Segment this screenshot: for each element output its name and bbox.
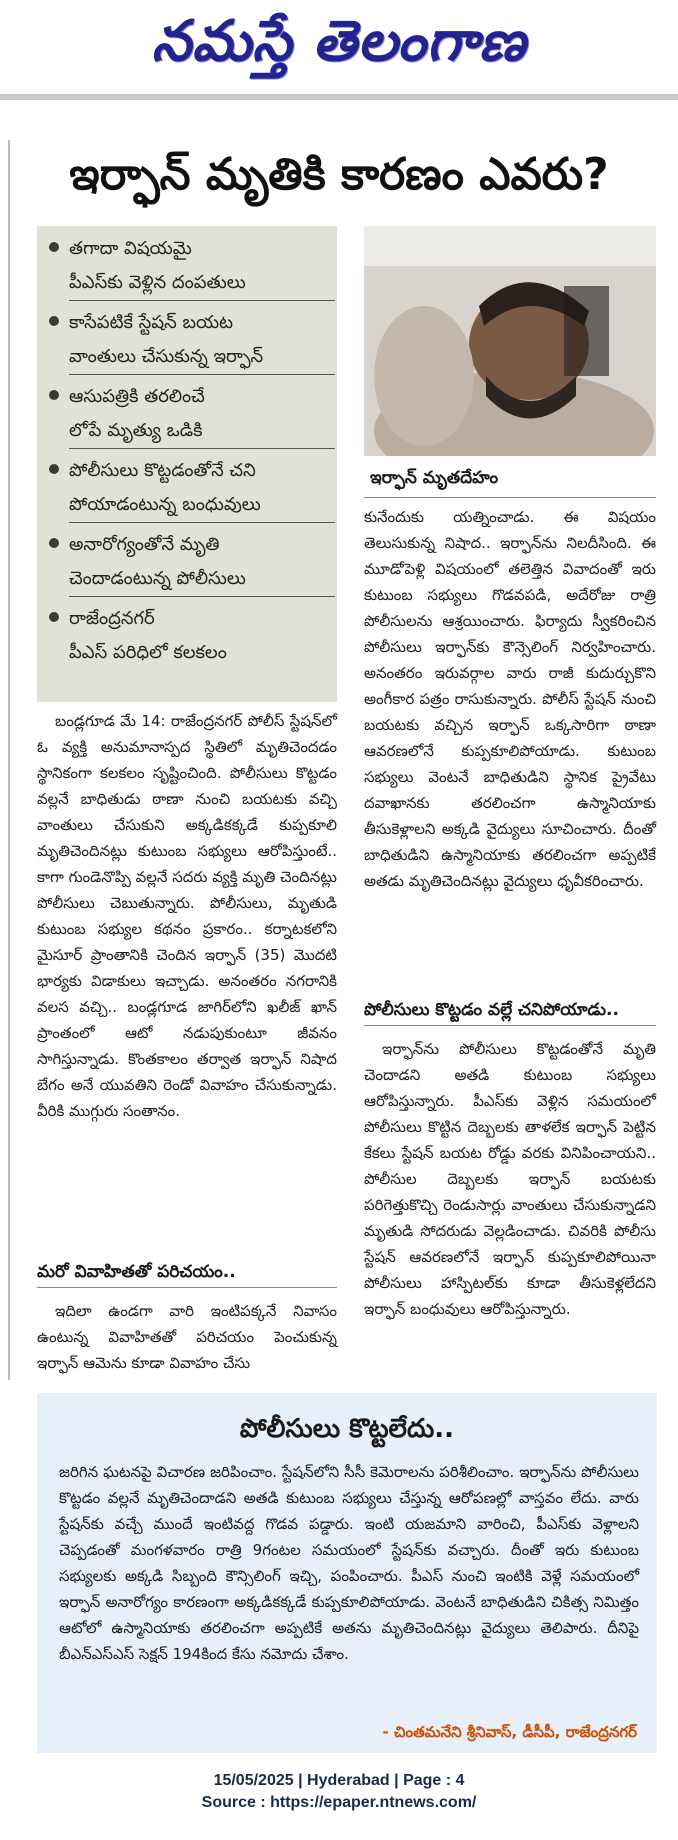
bullet-icon <box>49 242 59 252</box>
column-divider-left <box>8 140 10 1380</box>
bullet-icon <box>49 612 59 622</box>
divider <box>69 300 335 301</box>
divider <box>69 522 335 523</box>
article-paragraph: ఇదిలా ఉండగా వారి ఇంటిపక్కనే నివాసం ఉంటున్న వివాహితతో పరిచయం పెంచుకున్న ఇర్ఫాన్ ఆమెను కూడా వివాహం చేసు <box>37 1302 337 1372</box>
victim-photo <box>364 226 656 456</box>
highlights-panel <box>37 226 337 702</box>
divider <box>69 374 335 375</box>
masthead-divider <box>0 94 678 100</box>
right-subhead: పోలీసులు కొట్టడం వల్లే చనిపోయాడు.. <box>364 995 656 1026</box>
masthead-title: నమస్తే తెలంగాణ <box>151 8 527 74</box>
divider <box>69 596 335 597</box>
bullet-icon <box>49 464 59 474</box>
left-subhead: మరో వివాహితతో పరిచయం.. <box>37 1257 337 1288</box>
highlight-text: అనారోగ్యంతోనే మృతి చెందాడంటున్న పోలీసులు <box>69 534 246 589</box>
highlight-text: పోలీసులు కొట్టడంతోనే చని పోయాడంటున్న బంధువులు <box>69 460 261 515</box>
photo-illustration <box>364 226 656 456</box>
article-paragraph: కునేందుకు యత్నించాడు. ఈ విషయం తెలుసుకున్న నిషాద.. ఇర్ఫాన్‌ను నిలదీసింది. ఈ మూడోపెళ్లి విషయంలో తలెత్తిన వివాదంతో ఇరు కుటుంబ సభ్యులు గొడవపడి, అదేరోజు రాత్రి పోలీసులను ఆశ్రయించారు. ఫిర్యాదు స్వీకరించిన పోలీసులు ఇర్ఫాన్‌కు కౌన్సెలింగ్ నిర్వహించారు. అనంతరం ఇరువర్గాల వారు రాజీ కుదుర్చుకొని అంగీకార పత్రం రాసుకున్నారు. పోలీస్ స్టేషన్ నుంచి బయటకు వచ్చిన ఇర్ఫాన్ ఒక్కసారిగా ఠాణా ఆవరణలోనే కుప్పకూలిపోయాడు. కుటుంబ సభ్యులు వెంటనే బాధితుడిని స్థానిక ప్రైవేటు దవాఖానకు తరలించగా ఉస్మానియాకు తీసుకెళ్లాలని అక్కడి వైద్యులు సూచించారు. దీంతో బాధితుడిని ఉస్మానియాకు తరలించగా అప్పటికే అతడు మృతిచెందినట్లు వైద్యులు ధృవీకరించారు. <box>364 508 656 890</box>
left-column-continued <box>37 1298 337 1376</box>
bullet-icon <box>49 316 59 326</box>
statement-title: పోలీసులు కొట్టలేదు.. <box>239 1414 455 1444</box>
highlight-text: తగాదా విషయమై పీఎస్‌కు వెళ్లిన దంపతులు <box>69 238 246 293</box>
police-statement-box <box>37 1393 657 1753</box>
statement-body: జరిగిన ఘటనపై విచారణ జరిపించాం. స్టేషన్‌లోని సీసీ కెమెరాలను పరిశీలించాం. ఇర్ఫాన్‌ను పోలీసులు కొట్టడం వల్లనే మృతిచెందాడని అతడి కుటుంబ సభ్యులు చేస్తున్న ఆరోపణల్లో వాస్తవం లేదు. వారు స్టేషన్‌కు వచ్చే ముందే ఇంటివద్ద గొడవ పడ్డారు. ఇంటి యజమాని వారించి, పీఎస్‌కు వెళ్లాలని చెప్పడంతో మంగళవారం రాత్రి 9గంటల సమయంలో స్టేషన్‌కు వచ్చారు. దీంతో ఇరు కుటుంబ సభ్యులకు అక్కడి సిబ్బంది కౌన్సిలింగ్ ఇచ్చి, పంపించారు. పీఎస్ నుంచి ఇంటికి వెళ్లే సమయంలో ఇర్ఫాన్ అనారోగ్యం కారణంగా అక్కడికక్కడే కుప్పకూలిపోయాడు. వెంటనే బాధితుడిని చికిత్స నిమిత్తం ఆటోలో ఉస్మానియాకు తరలించగా అప్పటికే అతను మృతిచెందినట్లు వైద్యులు తెలిపారు. దీనిపై బీఎన్ఎస్ఎస్ సెక్షన్ 194కింద కేసు నమోదు చేశాం. <box>59 1463 639 1663</box>
right-column <box>364 504 656 894</box>
bullet-icon <box>49 390 59 400</box>
left-column <box>37 708 337 1124</box>
highlight-text: కాసేపటికే స్టేషన్ బయట వాంతులు చేసుకున్న ఇర్ఫాన్ <box>69 312 264 367</box>
highlight-text: రాజేంద్రనగర్ పీఎస్ పరిధిలో కలకలం <box>69 608 227 663</box>
statement-credit: - చింతమనేని శ్రీనివాస్, డీసీపీ, రాజేంద్రనగర్ <box>382 1723 637 1741</box>
article-headline: ఇర్ఫాన్ మృతికి కారణం ఎవరు? <box>69 149 609 200</box>
footer-dateline: 15/05/2025 | Hyderabad | Page : 4 <box>213 1772 465 1789</box>
page-footer <box>0 1770 678 1814</box>
article-paragraph: ఇర్ఫాన్‌ను పోలీసులు కొట్టడంతోనే మృతి చెందాడని అతడి కుటుంబ సభ్యులు ఆరోపిస్తున్నారు. పీఎస్‌కు వెళ్లిన సమయంలో పోలీసులు కొట్టిన దెబ్బలకు తాళలేక ఇర్ఫాన్ పెట్టిన కేకలు స్టేషన్ బయట రోడ్డు వరకు వినిపించాయని.. పోలీసుల దెబ్బలకు ఇర్ఫాన్ బయటకు పరిగెత్తుకొచ్చి రెండుసార్లు వాంతులు చేసుకున్నాడని మృతుడి సోదరుడు వెల్లడించాడు. చివరికి పోలీసు స్టేషన్ ఆవరణలోనే ఇర్ఫాన్ కుప్పకూలిపోయినా పోలీసులు హాస్పిటల్‌కు కూడా తీసుకెళ్లలేదని ఇర్ఫాన్ బంధువులు ఆరోపిస్తున్నారు. <box>364 1040 656 1318</box>
photo-caption: ఇర్ఫాన్ మృతదేహం <box>364 458 656 498</box>
highlight-text: ఆసుపత్రికి తరలించే లోపే మృత్యు ఒడికి <box>69 386 205 441</box>
right-column-continued <box>364 1036 656 1322</box>
masthead <box>0 0 678 92</box>
footer-source-link[interactable]: Source : https://epaper.ntnews.com/ <box>201 1794 477 1811</box>
bullet-icon <box>49 538 59 548</box>
article-paragraph: బండ్లగూడ మే 14: రాజేంద్రనగర్ పోలీస్ స్టేషన్‌లో ఓ వ్యక్తి అనుమానాస్పద స్థితిలో మృతిచెందడం స్థానికంగా కలకలం సృష్టించింది. పోలీసులు కొట్టడం వల్లనే బాధితుడు ఠాణా నుంచి బయటకు వచ్చి వాంతులు చేసుకుని అక్కడికక్కడే కుప్పకూలి మృతిచెందినట్లు కుటుంబ సభ్యులు ఆరోపిస్తుంటే.. కాగా గుండెనొప్పి వల్లనే సదరు వ్యక్తి మృతి చెందినట్లు పోలీసులు చెబుతున్నారు. పోలీసులు, మృతుడి కుటుంబ సభ్యుల కథనం ప్రకారం.. కర్నాటకలోని మైసూర్ ప్రాంతానికి చెందిన ఇర్ఫాన్ (35) మొదటి భార్యకు విడాకులు ఇచ్చాడు. అనంతరం నగరానికి వలస వచ్చి.. బండ్లగూడ జాగిర్‌లోని ఖలీజ్ ఖాన్ ప్రాంతంలో ఆటో నడుపుకుంటూ జీవనం సాగిస్తున్నాడు. కొంతకాలం తర్వాత ఇర్ఫాన్ నిషాద బేగం అనే యువతిని రెండో వివాహం చేసుకున్నాడు. వీరికి ముగ్గురు సంతానం. <box>37 712 337 1120</box>
divider <box>69 448 335 449</box>
